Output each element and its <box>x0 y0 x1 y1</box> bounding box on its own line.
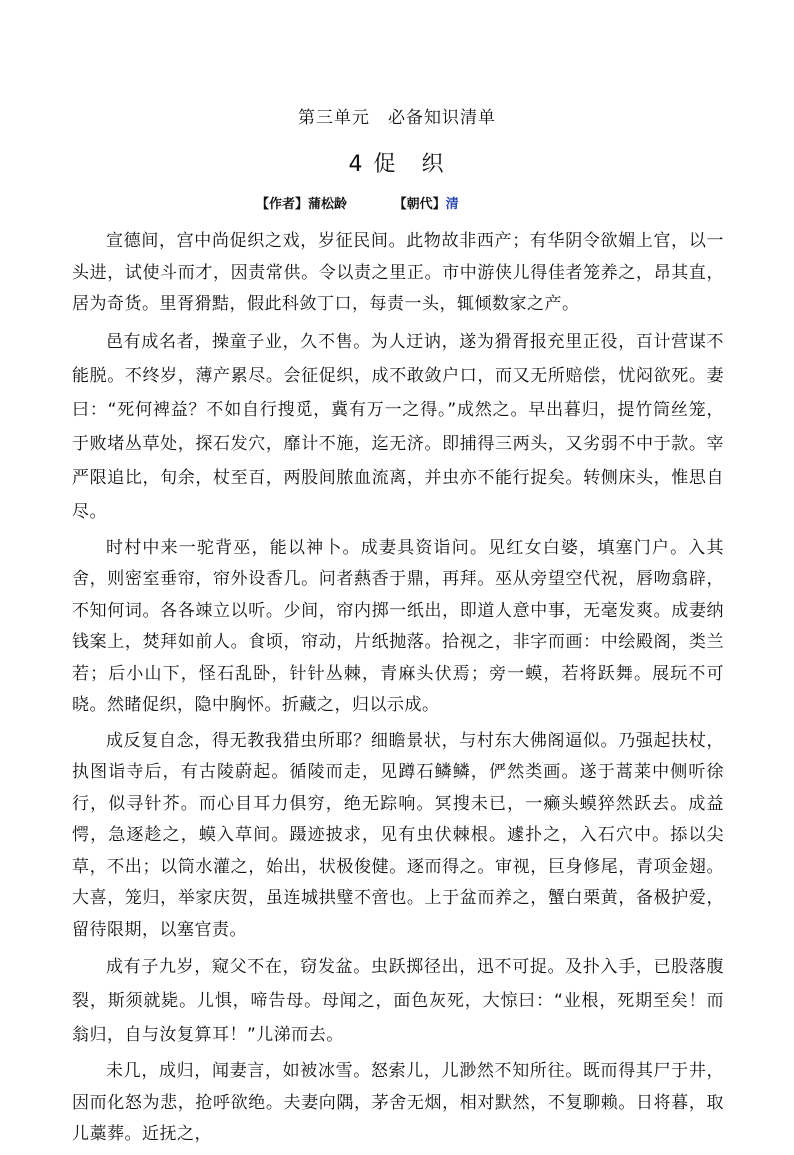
author-name: 蒲松龄 <box>308 197 348 212</box>
dynasty-group <box>394 193 459 212</box>
author-group <box>256 193 347 212</box>
dynasty-label: 【朝代】 <box>393 197 446 212</box>
paragraph: 宣德间，宫中尚促织之戏，岁征民间。此物故非西产；有华阴令欲媚上官，以一头进，试使斗而才，因责常供。令以责之里正。市中游侠儿得佳者笼养之，昂其直，居为奇货。里胥猾黠，假此科敛丁口，每责一头，辄倾数家之产。 <box>72 231 724 314</box>
paragraph: 成反复自念，得无教我猎虫所耶？细瞻景状，与村东大佛阁逼似。乃强起扶杖，执图诣寺后，有古陵蔚起。循陵而走，见蹲石鳞鳞，俨然类画。遂于蒿莱中侧听徐行，似寻针芥。而心目耳力俱穷，绝无踪响。冥搜未已，一癞头蟆猝然跃去。成益愕，急逐趁之，蟆入草间。蹑迹披求，见有虫伏棘根。遽扑之，入石穴中。掭以尖草，不出；以筒水灌之，始出，状极俊健。逐而得之。审视，巨身修尾，青项金翅。大喜，笼归，举家庆贺，虽连城拱璧不啻也。上于盆而养之，蟹白栗黄，备极护爱，留待限期，以塞官责。 <box>72 730 724 940</box>
unit-heading: 第三单元 必备知识清单 <box>298 108 496 128</box>
paragraph: 成有子九岁，窥父不在，窃发盆。虫跃掷径出，迅不可捉。及扑入手，已股落腹裂，斯须就毙。儿惧，啼告母。母闻之，面色灰死，大惊曰：“业根，死期至矣！而翁归，自与汝复算耳！”儿涕而去。 <box>72 957 724 1045</box>
dynasty-name: 清 <box>445 197 459 212</box>
paragraph: 未几，成归，闻妻言，如被冰雪。怒索儿，儿渺然不知所往。既而得其尸于井，因而化怒为悲，抢呼欲绝。夫妻向隅，茅舍无烟，相对默然，不复聊赖。日将暮，取儿藁葬。近抚之， <box>72 1061 724 1144</box>
paragraph: 邑有成名者，操童子业，久不售。为人迂讷，遂为猾胥报充里正役，百计营谋不能脱。不终岁，薄产累尽。会征促织，成不敢敛户口，而又无所赔偿，忧闷欲死。妻曰：“死何裨益？不如自行搜觅，冀有万一之得。”成然之。早出暮归，提竹筒丝笼，于败堵丛草处，探石发穴，靡计不施，迄无济。即捕得三两头，又劣弱不中于款。宰严限追比，旬余，杖至百，两股间脓血流离，并虫亦不能行捉矣。转侧床头，惟思自尽。 <box>72 331 724 522</box>
body-text <box>72 226 724 1155</box>
paragraph: 时村中来一驼背巫，能以神卜。成妻具资诣问。见红女白婆，填塞门户。入其舍，则密室垂帘，帘外设香几。问者爇香于鼎，再拜。巫从旁望空代祝，唇吻翕辟，不知何词。各各竦立以听。少间，帘内掷一纸出，即道人意中事，无毫发爽。成妻纳钱案上，焚拜如前人。食顷，帘动，片纸抛落。拾视之，非字而画：中绘殿阁，类兰若；后小山下，怪石乱卧，针针丛棘，青麻头伏焉；旁一蟆，若将跃舞。展玩不可晓。然睹促织，隐中胸怀。折藏之，归以示成。 <box>72 537 724 715</box>
lesson-title: 4 促 织 <box>348 152 446 177</box>
author-info <box>256 193 459 212</box>
author-label: 【作者】 <box>256 197 309 212</box>
